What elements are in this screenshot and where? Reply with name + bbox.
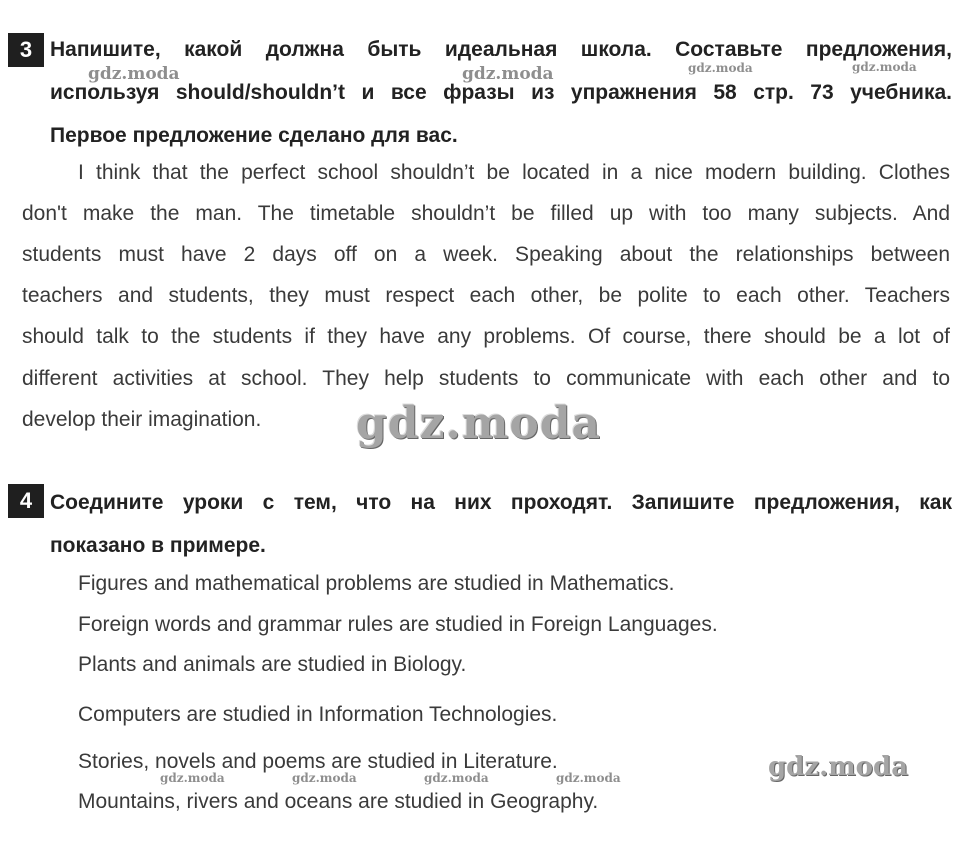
task-4-title-line: Соедините уроки с тем, что на них проходят. Запишите предложения, как [50, 491, 952, 514]
text-line: develop their imagination. [22, 408, 262, 431]
watermark-logo: gdz.moda [688, 61, 753, 75]
task-3-title [50, 30, 952, 156]
task-3-title-line: Напишите, какой должна быть идеальная школа. Составьте предложения, [50, 38, 952, 61]
watermark-logo: gdz.moda [768, 752, 909, 782]
answer-sentence: Plants and animals are studied in Biology. [78, 653, 467, 676]
text-line: students must have 2 days off on a week. Speaking about the relationships between [22, 243, 950, 266]
answer-sentence: Stories, novels and poems are studied in Literature. [78, 750, 558, 773]
answer-sentence: Figures and mathematical problems are studied in Mathematics. [78, 572, 675, 595]
task-3-number: 3 [8, 33, 44, 67]
text-line: should talk to the students if they have any problems. Of course, there should be a lot of [22, 325, 950, 348]
text-line: teachers and students, they must respect each other, be polite to each other. Teachers [22, 284, 950, 307]
text-line: I think that the perfect school shouldn’t be located in a nice modern building. Clothes [78, 161, 950, 184]
task-3-title-line: используя should/shouldn’t и все фразы из упражнения 58 стр. 73 учебника. [50, 81, 952, 104]
answer-sentence: Foreign words and grammar rules are studied in Foreign Languages. [78, 613, 718, 636]
watermark-logo: gdz.moda [424, 771, 489, 785]
task-4-number: 4 [8, 484, 44, 518]
watermark-logo: gdz.moda [356, 398, 602, 449]
watermark-logo: gdz.moda [852, 60, 917, 74]
text-line: different activities at school. They help students to communicate with each other and to [22, 367, 950, 390]
task-3-title-line: Первое предложение сделано для вас. [50, 124, 458, 147]
answer-sentence: Mountains, rivers and oceans are studied in Geography. [78, 790, 599, 813]
watermark-logo: gdz.moda [160, 771, 225, 785]
answer-sentence: Computers are studied in Information Technologies. [78, 703, 558, 726]
task-4-title-line: показано в примере. [50, 534, 266, 557]
watermark-logo: gdz.moda [462, 64, 554, 84]
watermark-logo: gdz.moda [556, 771, 621, 785]
text-line: don't make the man. The timetable shouldn’t be filled up with too many subjects. And [22, 202, 950, 225]
task-4-title [50, 483, 952, 566]
watermark-logo: gdz.moda [292, 771, 357, 785]
watermark-logo: gdz.moda [88, 64, 180, 84]
